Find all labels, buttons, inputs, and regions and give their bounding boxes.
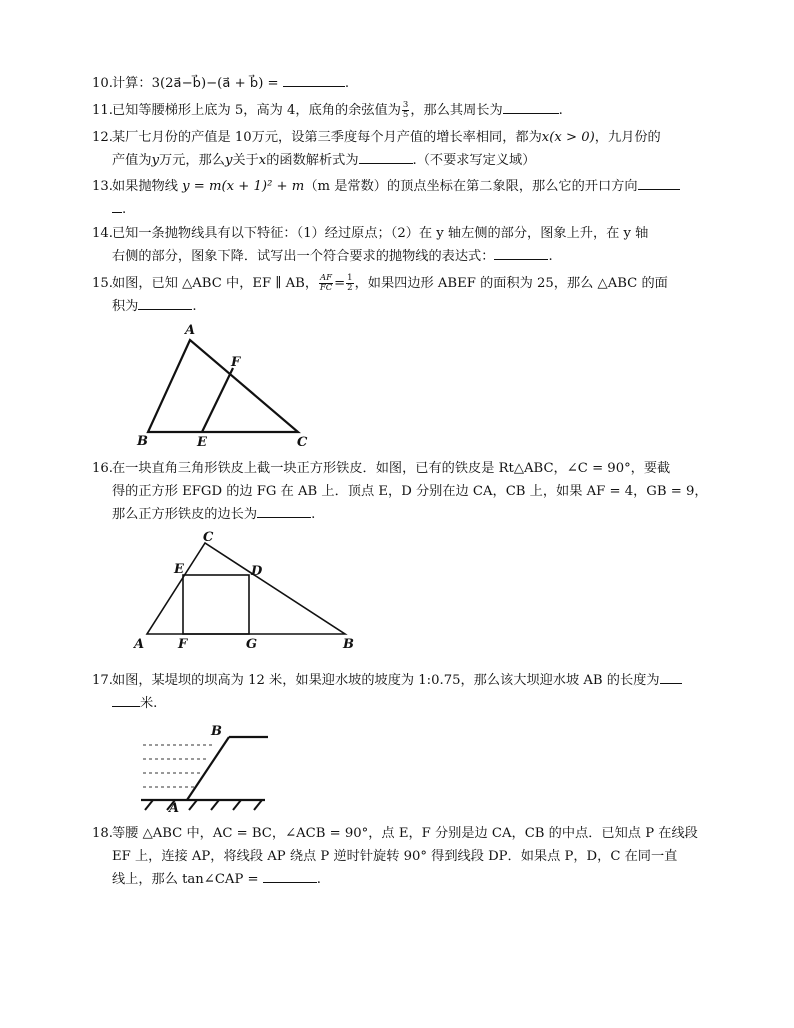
question-text: ，九月份的	[594, 130, 661, 145]
period: .	[122, 202, 127, 217]
question-text: 计算：	[112, 76, 152, 91]
label-e: E	[174, 562, 184, 577]
answer-blank[interactable]	[503, 101, 559, 114]
triangle-abc	[148, 340, 298, 432]
question-text: ，如果四边形 ABEF 的面积为 25，那么 △ABC 的面	[354, 276, 668, 291]
question-11	[92, 99, 722, 122]
ground-hatching	[145, 800, 262, 810]
question-text: 线上，那么 tan∠CAP =	[112, 872, 259, 887]
question-10	[92, 72, 722, 95]
label-f: F	[178, 637, 188, 652]
question-14	[92, 222, 722, 268]
question-text: 某厂七月份的产值是 10万元，设第三季度每个月产值的增长率相同，都为	[112, 130, 542, 145]
question-text: （m 是常数）的顶点坐标在第二象限，那么它的开口方向	[304, 179, 638, 194]
question-number: 14.	[92, 226, 113, 241]
label-g: G	[246, 637, 258, 652]
question-text: 产值为	[112, 153, 152, 168]
question-number: 17.	[92, 673, 113, 688]
answer-blank[interactable]	[638, 177, 680, 190]
label-f: F	[231, 355, 241, 370]
parabola-expression: y = m(x + 1)² + m	[182, 179, 305, 194]
figure-17-dam-slope	[135, 720, 275, 815]
question-text: 等腰 △ABC 中，AC = BC，∠ACB = 90°，点 E，F 分别是边 CA，CB 的中点．已知点 P 在线段	[112, 826, 698, 841]
question-18	[92, 822, 722, 891]
question-text: 米.	[140, 696, 158, 711]
label-b: B	[211, 724, 222, 739]
period: .	[192, 299, 197, 314]
question-text: 如果抛物线	[112, 179, 178, 194]
question-number: 18.	[92, 826, 113, 841]
fraction-numerator: AF	[320, 273, 333, 283]
ratio-value-fraction	[346, 274, 353, 293]
question-text: 如图，已知 △ABC 中，EF ∥ AB，	[112, 276, 319, 291]
question-text: 万元，那么	[159, 153, 225, 168]
question-text: 积为	[112, 299, 139, 314]
question-12	[92, 126, 722, 172]
fraction-denominator: 2	[347, 283, 353, 293]
label-a: A	[169, 801, 180, 816]
label-b: B	[343, 637, 354, 652]
variable: y	[151, 153, 160, 168]
variable: y	[224, 153, 233, 168]
square-efgd	[183, 575, 249, 634]
variable: x(x > 0)	[541, 130, 595, 145]
label-c: C	[297, 435, 308, 450]
question-text: .（不要求写定义域）	[412, 153, 536, 168]
fraction-denominator: FC	[319, 283, 333, 293]
question-text: 如图，某堤坝的坝高为 12 米，如果迎水坡的坡度为 1:0.75，那么该大坝迎水坡 AB 的长度为	[112, 673, 660, 688]
period: .	[316, 872, 321, 887]
variable: x	[258, 153, 267, 168]
label-e: E	[197, 435, 207, 450]
equals-sign: =	[334, 276, 346, 291]
question-15	[92, 272, 722, 318]
question-13	[92, 175, 722, 221]
label-c: C	[203, 530, 214, 545]
figure-16-square-in-triangle	[130, 528, 360, 653]
label-b: B	[137, 434, 148, 449]
question-text: ，那么其周长为	[410, 103, 503, 118]
question-text: EF 上，连接 AP，将线段 AP 绕点 P 逆时针旋转 90° 得到线段 DP．如果点 P，D，C 在同一直	[112, 849, 678, 864]
answer-blank[interactable]	[494, 247, 548, 260]
question-16	[92, 457, 722, 526]
question-text: 得的正方形 EFGD 的边 FG 在 AB 上．顶点 E，D 分别在边 CA，CB 上，如果 AF = 4，GB = 9，	[112, 484, 708, 499]
question-text: 在一块直角三角形铁皮上截一块正方形铁皮．如图，已有的铁皮是 Rt△ABC，∠C = 90°，要截	[112, 461, 671, 476]
question-number: 11.	[92, 103, 113, 118]
water-level-lines	[143, 745, 215, 787]
question-number: 15.	[92, 276, 113, 291]
answer-blank[interactable]	[283, 74, 345, 87]
label-a: A	[134, 637, 145, 652]
question-text: 已知等腰梯形上底为 5，高为 4，底角的余弦值为	[112, 103, 401, 118]
period: .	[311, 507, 316, 522]
question-text: 的函数解析式为	[266, 153, 359, 168]
fraction-denominator: 5	[402, 110, 409, 120]
fraction-numerator: 3	[402, 100, 409, 110]
cosine-fraction	[402, 101, 409, 120]
period: .	[344, 76, 350, 91]
slope-ab	[187, 737, 229, 800]
segment-ef	[202, 368, 233, 432]
answer-blank[interactable]	[263, 870, 317, 883]
figure-15-triangle	[135, 322, 315, 452]
question-text: 那么正方形铁皮的边长为	[112, 507, 258, 522]
answer-blank[interactable]	[660, 671, 682, 684]
question-text: 已知一条抛物线具有以下特征：（1）经过原点；（2）在 y 轴左侧的部分，图象上升，在 y 轴	[112, 226, 649, 241]
period: .	[558, 103, 563, 118]
ratio-fraction	[319, 274, 333, 293]
question-number: 12.	[92, 130, 113, 145]
triangle-abc	[147, 543, 345, 634]
label-d: D	[251, 564, 263, 579]
question-text: 关于	[232, 153, 259, 168]
question-number: 13.	[92, 179, 113, 194]
answer-blank[interactable]	[138, 297, 192, 310]
period: .	[548, 249, 553, 264]
vector-expression: 3(2a⃗−b⃗)−(a⃗ + b⃗) =	[151, 76, 279, 91]
question-number: 10.	[92, 76, 113, 91]
question-17	[92, 669, 722, 715]
label-a: A	[185, 323, 196, 338]
answer-blank[interactable]	[257, 505, 311, 518]
question-number: 16.	[92, 461, 113, 476]
answer-blank-continued[interactable]	[112, 200, 122, 213]
answer-blank[interactable]	[359, 151, 413, 164]
answer-blank-continued[interactable]	[112, 694, 140, 707]
question-text: 右侧的部分，图象下降．试写出一个符合要求的抛物线的表达式：	[112, 249, 495, 264]
fraction-numerator: 1	[347, 273, 353, 283]
